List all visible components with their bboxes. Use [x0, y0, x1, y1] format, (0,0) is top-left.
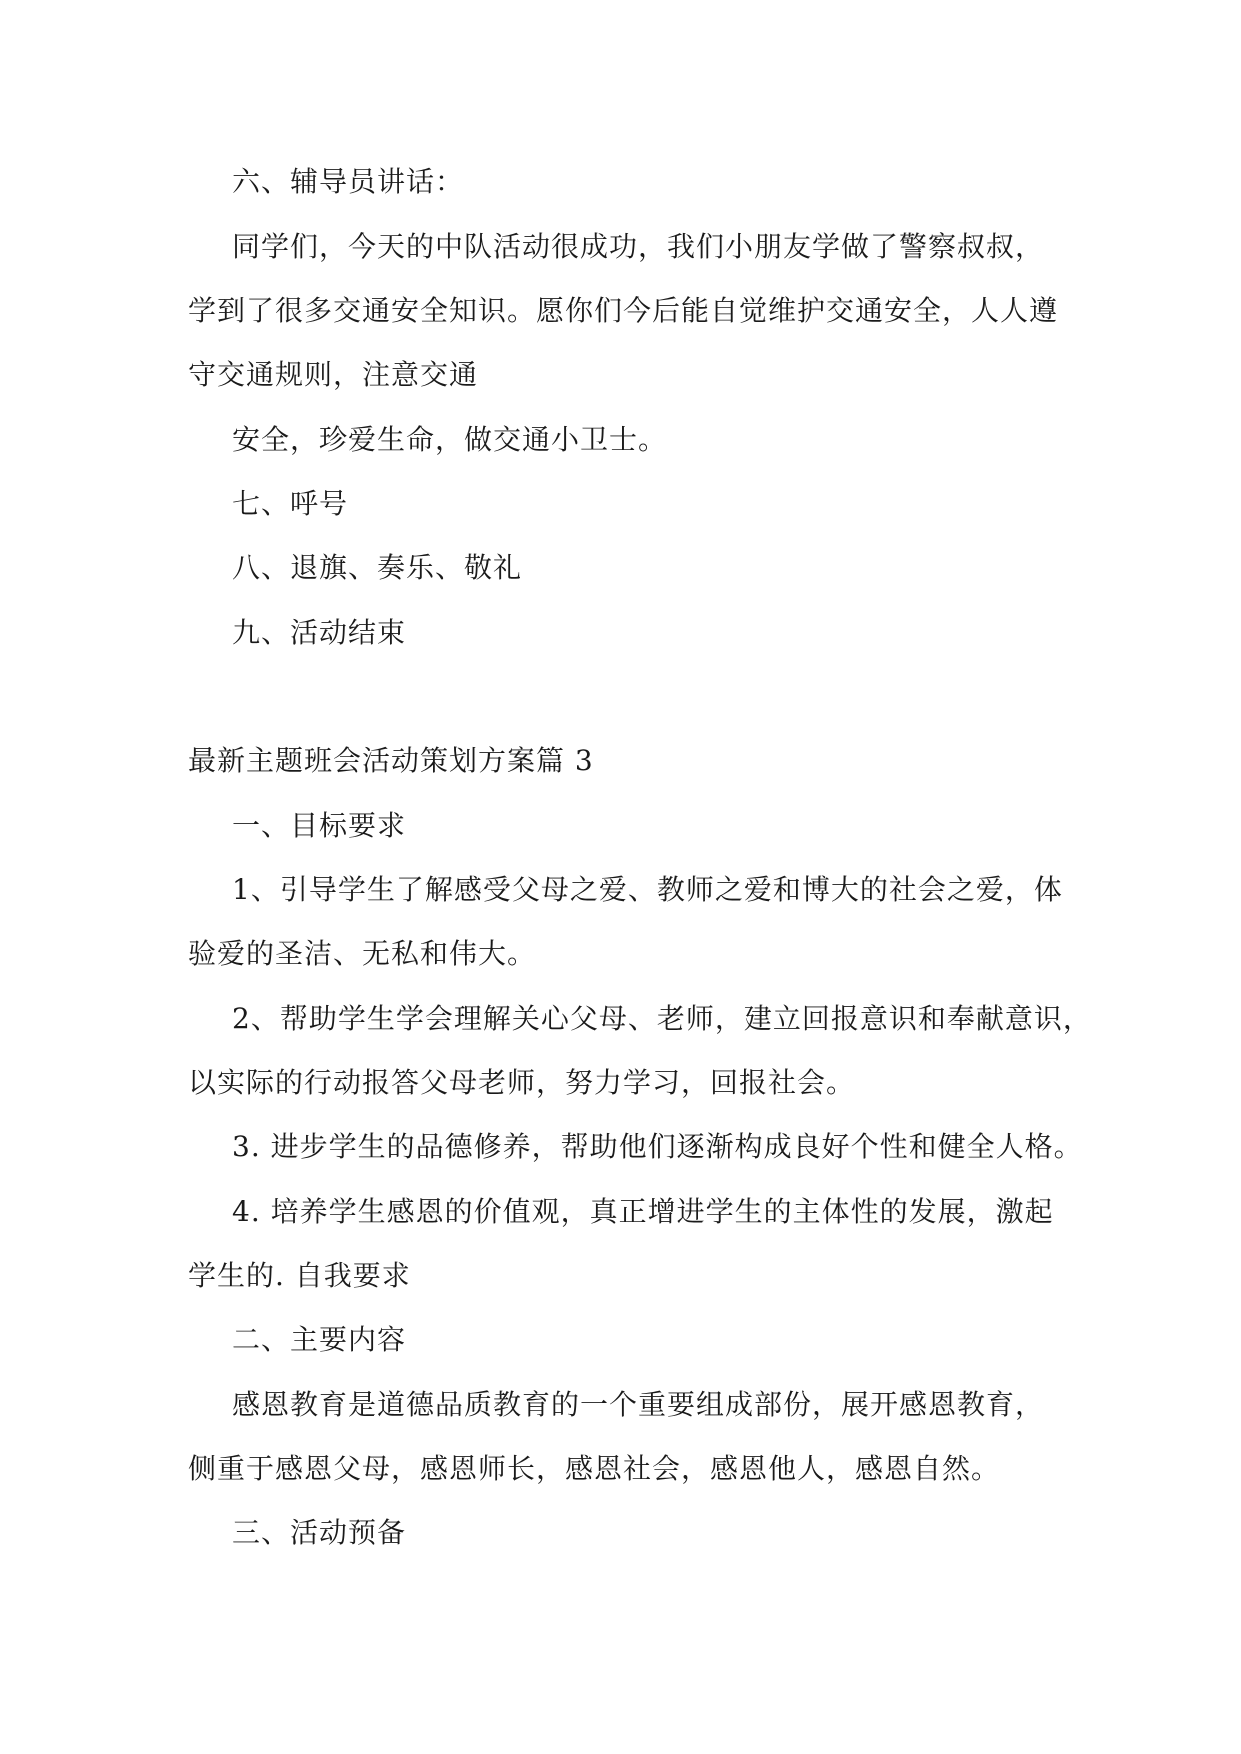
list-item-line: 1、引导学生了解感受父母之爱、教师之爱和博大的社会之爱，体: [232, 873, 1063, 906]
section-heading-nine: 九、活动结束: [232, 616, 407, 649]
paragraph-line: 学到了很多交通安全知识。愿你们今后能自觉维护交通安全，人人遵: [188, 294, 1059, 327]
list-item-line: 以实际的行动报答父母老师，努力学习，回报社会。: [188, 1066, 856, 1099]
paragraph-line: 同学们，今天的中队活动很成功，我们小朋友学做了警察叔叔，: [232, 230, 1045, 263]
paragraph-line: 安全，珍爱生命，做交通小卫士。: [232, 423, 668, 456]
section-heading-seven: 七、呼号: [232, 487, 349, 520]
paragraph-line: 感恩教育是道德品质教育的一个重要组成部份，展开感恩教育，: [232, 1388, 1045, 1421]
list-item-line: 学生的. 自我要求: [188, 1259, 411, 1292]
paragraph-line: 侧重于感恩父母，感恩师长，感恩社会，感恩他人，感恩自然。: [188, 1452, 1001, 1485]
section-heading-eight: 八、退旗、奏乐、敬礼: [232, 551, 523, 584]
section-heading-two: 二、主要内容: [232, 1323, 407, 1356]
article-title: 最新主题班会活动策划方案篇 3: [188, 744, 594, 777]
list-item-line: 验爱的圣洁、无私和伟大。: [188, 937, 537, 970]
section-heading-three: 三、活动预备: [232, 1516, 407, 1549]
list-item-line: 4. 培养学生感恩的价值观，真正增进学生的主体性的发展，激起: [232, 1195, 1054, 1228]
list-item-line: 3. 进步学生的品德修养，帮助他们逐渐构成良好个性和健全人格。: [232, 1130, 1083, 1163]
list-item-line: 2、帮助学生学会理解关心父母、老师，建立回报意识和奉献意识，: [232, 1002, 1092, 1035]
paragraph-line: 守交通规则，注意交通: [188, 358, 479, 391]
section-heading-one: 一、目标要求: [232, 809, 407, 842]
section-heading-six: 六、辅导员讲话：: [232, 165, 465, 198]
